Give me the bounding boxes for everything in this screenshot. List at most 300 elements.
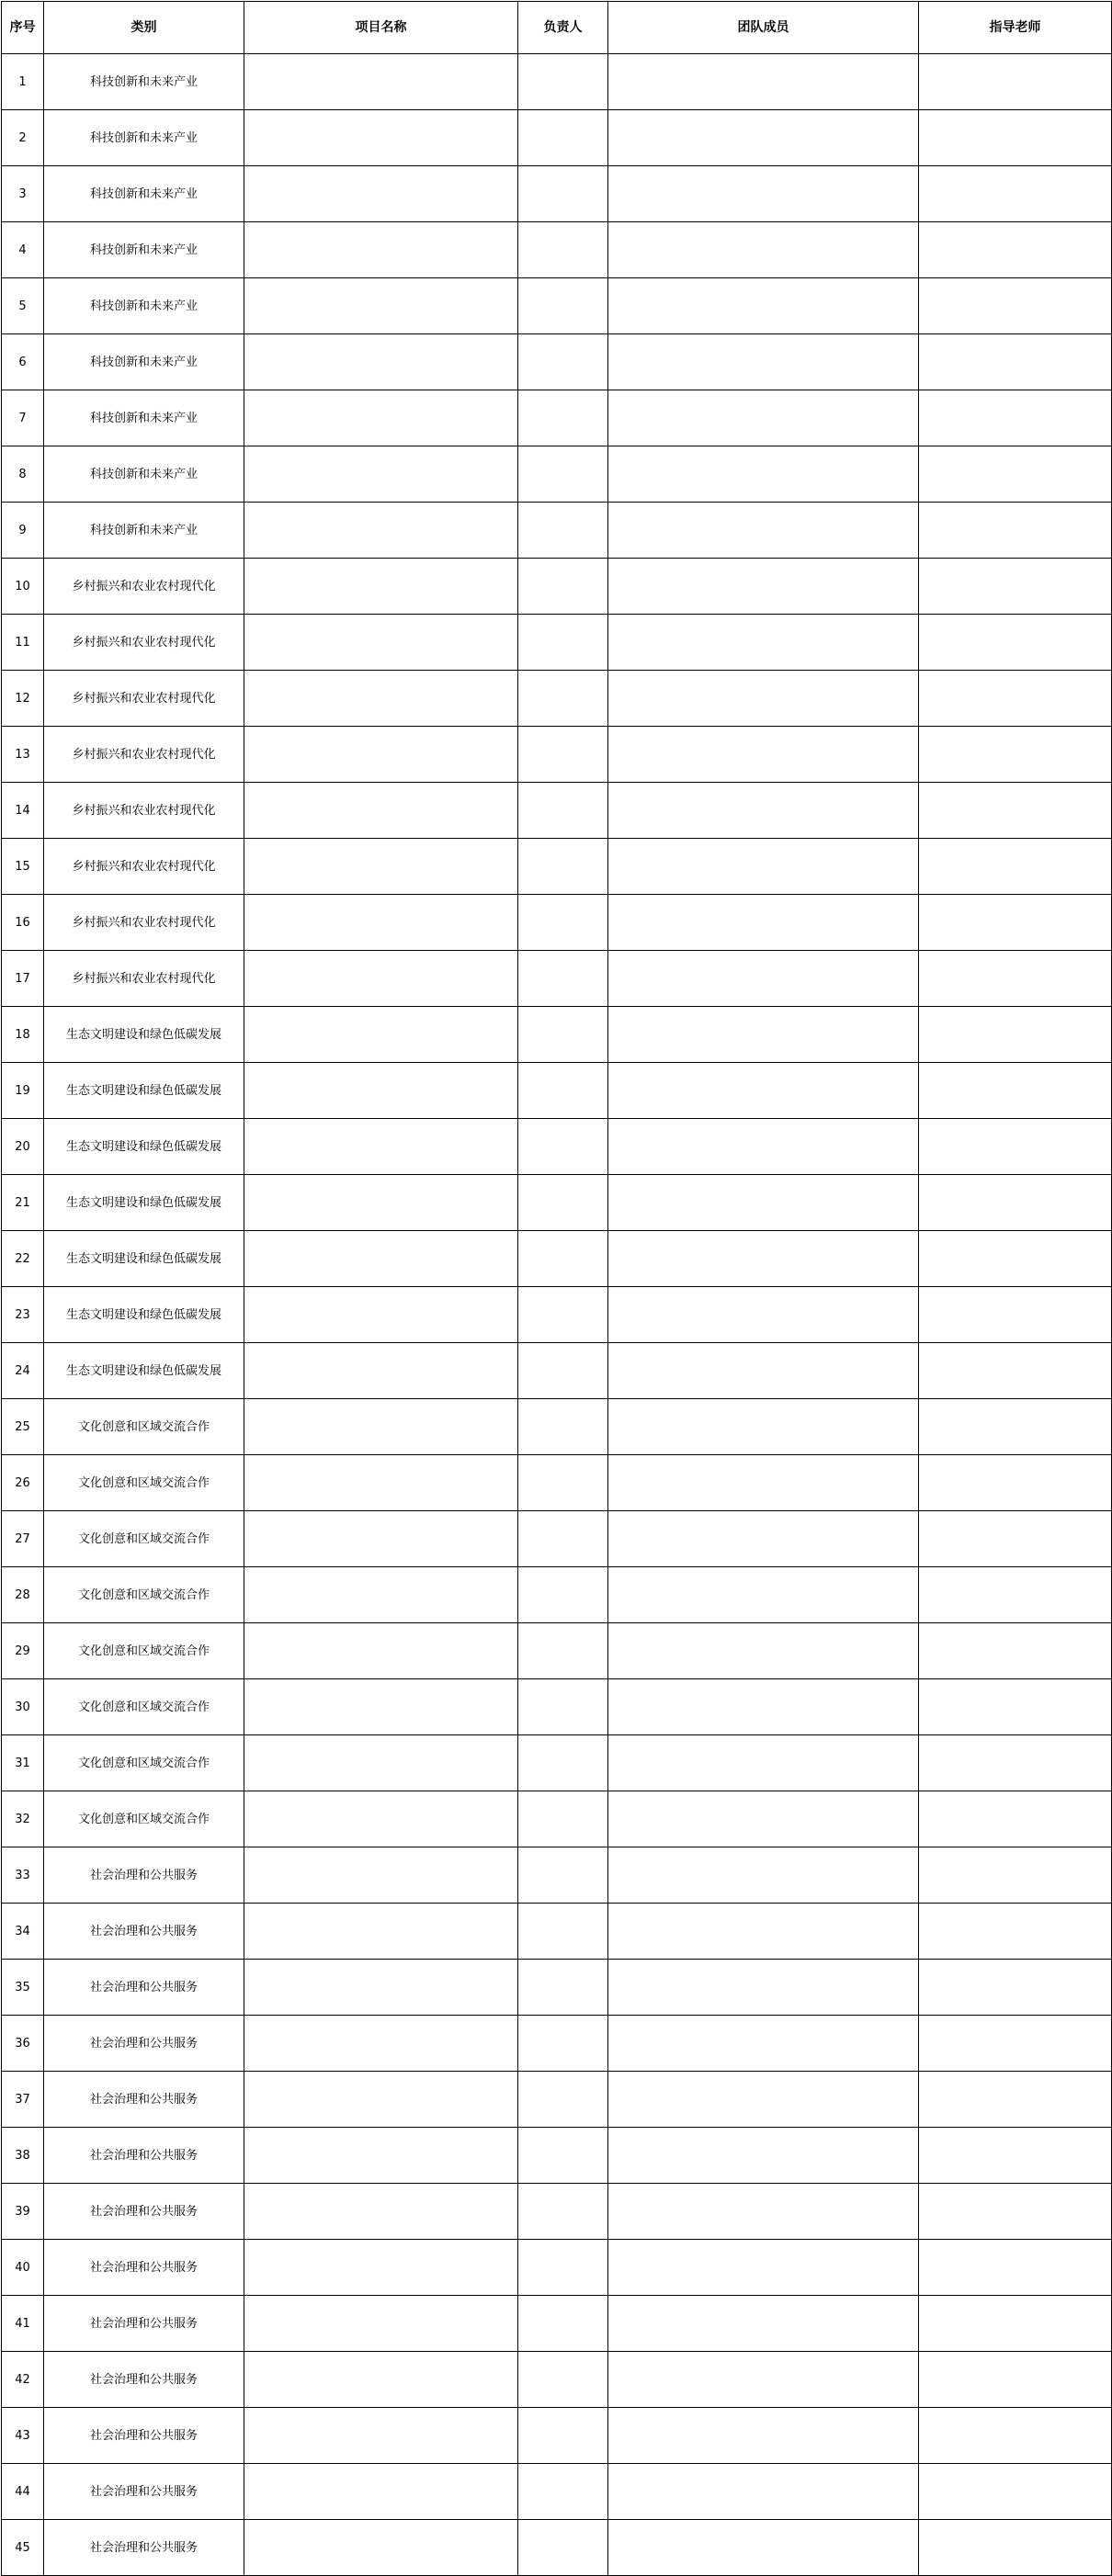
row-advisor bbox=[919, 2128, 1112, 2184]
table-row bbox=[2, 1399, 1112, 1455]
row-category: 社会治理和公共服务 bbox=[44, 2408, 244, 2464]
row-number: 42 bbox=[2, 2352, 44, 2408]
row-team bbox=[608, 1119, 919, 1175]
row-team bbox=[608, 1231, 919, 1287]
row-team bbox=[608, 1455, 919, 1511]
row-category: 乡村振兴和农业农村现代化 bbox=[44, 615, 244, 671]
row-leader bbox=[518, 1063, 608, 1119]
row-category: 社会治理和公共服务 bbox=[44, 2184, 244, 2240]
table-row bbox=[2, 1791, 1112, 1847]
row-number: 23 bbox=[2, 1287, 44, 1343]
table-row bbox=[2, 2240, 1112, 2296]
row-team bbox=[608, 390, 919, 446]
row-category: 生态文明建设和绿色低碳发展 bbox=[44, 1175, 244, 1231]
row-leader bbox=[518, 222, 608, 278]
row-project bbox=[244, 222, 518, 278]
row-leader bbox=[518, 2352, 608, 2408]
row-leader bbox=[518, 2296, 608, 2352]
row-category: 乡村振兴和农业农村现代化 bbox=[44, 839, 244, 895]
row-advisor bbox=[919, 2016, 1112, 2072]
row-number: 22 bbox=[2, 1231, 44, 1287]
row-advisor bbox=[919, 110, 1112, 166]
row-advisor bbox=[919, 1511, 1112, 1567]
row-number: 38 bbox=[2, 2128, 44, 2184]
row-number: 2 bbox=[2, 110, 44, 166]
row-team bbox=[608, 1679, 919, 1735]
row-number: 28 bbox=[2, 1567, 44, 1623]
row-team bbox=[608, 110, 919, 166]
row-category: 生态文明建设和绿色低碳发展 bbox=[44, 1287, 244, 1343]
row-team bbox=[608, 671, 919, 727]
row-leader bbox=[518, 2408, 608, 2464]
row-leader bbox=[518, 2128, 608, 2184]
row-leader bbox=[518, 1623, 608, 1679]
row-advisor bbox=[919, 2352, 1112, 2408]
row-category: 生态文明建设和绿色低碳发展 bbox=[44, 1231, 244, 1287]
row-leader bbox=[518, 1119, 608, 1175]
row-leader bbox=[518, 2016, 608, 2072]
row-leader bbox=[518, 1847, 608, 1904]
table-row bbox=[2, 951, 1112, 1007]
table-row bbox=[2, 727, 1112, 783]
row-leader bbox=[518, 1399, 608, 1455]
table-row bbox=[2, 895, 1112, 951]
row-project bbox=[244, 1735, 518, 1791]
row-leader bbox=[518, 390, 608, 446]
table-row bbox=[2, 559, 1112, 615]
row-category: 社会治理和公共服务 bbox=[44, 1847, 244, 1904]
row-team bbox=[608, 727, 919, 783]
row-number: 44 bbox=[2, 2464, 44, 2520]
row-leader bbox=[518, 559, 608, 615]
row-number: 13 bbox=[2, 727, 44, 783]
row-advisor bbox=[919, 1623, 1112, 1679]
header-team: 团队成员 bbox=[608, 2, 919, 54]
row-number: 35 bbox=[2, 1960, 44, 2016]
row-advisor bbox=[919, 1119, 1112, 1175]
row-project bbox=[244, 2464, 518, 2520]
row-leader bbox=[518, 446, 608, 503]
row-project bbox=[244, 166, 518, 222]
table-row bbox=[2, 2016, 1112, 2072]
row-project bbox=[244, 1567, 518, 1623]
row-advisor bbox=[919, 2408, 1112, 2464]
table-row bbox=[2, 1231, 1112, 1287]
row-project bbox=[244, 1847, 518, 1904]
row-number: 7 bbox=[2, 390, 44, 446]
row-number: 17 bbox=[2, 951, 44, 1007]
row-leader bbox=[518, 2240, 608, 2296]
row-advisor bbox=[919, 54, 1112, 110]
row-category: 科技创新和未来产业 bbox=[44, 110, 244, 166]
row-category: 社会治理和公共服务 bbox=[44, 2464, 244, 2520]
row-advisor bbox=[919, 1063, 1112, 1119]
row-leader bbox=[518, 727, 608, 783]
row-leader bbox=[518, 110, 608, 166]
row-leader bbox=[518, 1511, 608, 1567]
row-advisor bbox=[919, 783, 1112, 839]
table-row bbox=[2, 334, 1112, 390]
row-advisor bbox=[919, 1343, 1112, 1399]
row-advisor bbox=[919, 727, 1112, 783]
row-number: 5 bbox=[2, 278, 44, 334]
row-team bbox=[608, 839, 919, 895]
row-project bbox=[244, 1343, 518, 1399]
row-category: 科技创新和未来产业 bbox=[44, 390, 244, 446]
row-project bbox=[244, 54, 518, 110]
row-category: 乡村振兴和农业农村现代化 bbox=[44, 671, 244, 727]
row-advisor bbox=[919, 2464, 1112, 2520]
row-number: 24 bbox=[2, 1343, 44, 1399]
row-project bbox=[244, 503, 518, 559]
row-number: 30 bbox=[2, 1679, 44, 1735]
row-category: 文化创意和区域交流合作 bbox=[44, 1791, 244, 1847]
row-team bbox=[608, 1847, 919, 1904]
table-row bbox=[2, 1287, 1112, 1343]
table-row bbox=[2, 2408, 1112, 2464]
row-advisor bbox=[919, 1735, 1112, 1791]
project-table bbox=[1, 1, 1112, 2576]
row-leader bbox=[518, 503, 608, 559]
row-leader bbox=[518, 839, 608, 895]
table-row bbox=[2, 2128, 1112, 2184]
row-number: 9 bbox=[2, 503, 44, 559]
row-leader bbox=[518, 671, 608, 727]
row-number: 12 bbox=[2, 671, 44, 727]
row-team bbox=[608, 615, 919, 671]
row-category: 科技创新和未来产业 bbox=[44, 503, 244, 559]
row-leader bbox=[518, 1231, 608, 1287]
row-category: 乡村振兴和农业农村现代化 bbox=[44, 895, 244, 951]
row-category: 乡村振兴和农业农村现代化 bbox=[44, 559, 244, 615]
row-leader bbox=[518, 54, 608, 110]
row-team bbox=[608, 783, 919, 839]
row-advisor bbox=[919, 278, 1112, 334]
row-number: 15 bbox=[2, 839, 44, 895]
table-row bbox=[2, 615, 1112, 671]
row-advisor bbox=[919, 446, 1112, 503]
row-advisor bbox=[919, 2072, 1112, 2128]
row-advisor bbox=[919, 1960, 1112, 2016]
row-number: 25 bbox=[2, 1399, 44, 1455]
table-row bbox=[2, 1007, 1112, 1063]
row-category: 科技创新和未来产业 bbox=[44, 54, 244, 110]
row-project bbox=[244, 1119, 518, 1175]
row-project bbox=[244, 334, 518, 390]
row-project bbox=[244, 1511, 518, 1567]
row-team bbox=[608, 222, 919, 278]
row-advisor bbox=[919, 559, 1112, 615]
row-category: 乡村振兴和农业农村现代化 bbox=[44, 783, 244, 839]
row-advisor bbox=[919, 839, 1112, 895]
row-team bbox=[608, 2128, 919, 2184]
row-team bbox=[608, 1007, 919, 1063]
table-row bbox=[2, 110, 1112, 166]
header-no: 序号 bbox=[2, 2, 44, 54]
row-project bbox=[244, 671, 518, 727]
row-team bbox=[608, 2520, 919, 2576]
row-number: 3 bbox=[2, 166, 44, 222]
row-project bbox=[244, 1960, 518, 2016]
row-project bbox=[244, 1287, 518, 1343]
row-project bbox=[244, 2072, 518, 2128]
row-team bbox=[608, 1399, 919, 1455]
row-leader bbox=[518, 166, 608, 222]
row-number: 18 bbox=[2, 1007, 44, 1063]
row-number: 36 bbox=[2, 2016, 44, 2072]
table-row bbox=[2, 1119, 1112, 1175]
row-category: 文化创意和区域交流合作 bbox=[44, 1679, 244, 1735]
row-project bbox=[244, 2296, 518, 2352]
row-category: 社会治理和公共服务 bbox=[44, 1960, 244, 2016]
row-leader bbox=[518, 1791, 608, 1847]
row-number: 31 bbox=[2, 1735, 44, 1791]
row-leader bbox=[518, 615, 608, 671]
row-advisor bbox=[919, 222, 1112, 278]
row-category: 生态文明建设和绿色低碳发展 bbox=[44, 1063, 244, 1119]
row-project bbox=[244, 1791, 518, 1847]
row-number: 4 bbox=[2, 222, 44, 278]
row-advisor bbox=[919, 1679, 1112, 1735]
row-advisor bbox=[919, 1455, 1112, 1511]
row-category: 文化创意和区域交流合作 bbox=[44, 1623, 244, 1679]
row-project bbox=[244, 1175, 518, 1231]
row-team bbox=[608, 1343, 919, 1399]
row-leader bbox=[518, 1904, 608, 1960]
row-number: 37 bbox=[2, 2072, 44, 2128]
row-category: 文化创意和区域交流合作 bbox=[44, 1399, 244, 1455]
row-team bbox=[608, 1063, 919, 1119]
row-team bbox=[608, 895, 919, 951]
row-team bbox=[608, 2072, 919, 2128]
header-project: 项目名称 bbox=[244, 2, 518, 54]
table-row bbox=[2, 446, 1112, 503]
row-number: 8 bbox=[2, 446, 44, 503]
table-row bbox=[2, 2184, 1112, 2240]
row-number: 43 bbox=[2, 2408, 44, 2464]
row-number: 32 bbox=[2, 1791, 44, 1847]
table-row bbox=[2, 2296, 1112, 2352]
row-advisor bbox=[919, 615, 1112, 671]
row-team bbox=[608, 278, 919, 334]
row-number: 20 bbox=[2, 1119, 44, 1175]
row-advisor bbox=[919, 1007, 1112, 1063]
row-number: 40 bbox=[2, 2240, 44, 2296]
row-team bbox=[608, 446, 919, 503]
row-team bbox=[608, 334, 919, 390]
row-category: 生态文明建设和绿色低碳发展 bbox=[44, 1007, 244, 1063]
row-category: 文化创意和区域交流合作 bbox=[44, 1735, 244, 1791]
row-leader bbox=[518, 1343, 608, 1399]
row-number: 41 bbox=[2, 2296, 44, 2352]
row-team bbox=[608, 1791, 919, 1847]
row-category: 文化创意和区域交流合作 bbox=[44, 1511, 244, 1567]
row-number: 29 bbox=[2, 1623, 44, 1679]
row-project bbox=[244, 2128, 518, 2184]
row-project bbox=[244, 559, 518, 615]
table-row bbox=[2, 1623, 1112, 1679]
row-number: 19 bbox=[2, 1063, 44, 1119]
row-leader bbox=[518, 1455, 608, 1511]
row-category: 科技创新和未来产业 bbox=[44, 446, 244, 503]
row-category: 社会治理和公共服务 bbox=[44, 2296, 244, 2352]
row-project bbox=[244, 951, 518, 1007]
row-leader bbox=[518, 2464, 608, 2520]
row-number: 34 bbox=[2, 1904, 44, 1960]
row-category: 社会治理和公共服务 bbox=[44, 2072, 244, 2128]
row-category: 乡村振兴和农业农村现代化 bbox=[44, 727, 244, 783]
header-row bbox=[2, 2, 1112, 54]
table-row bbox=[2, 54, 1112, 110]
row-leader bbox=[518, 1960, 608, 2016]
row-leader bbox=[518, 895, 608, 951]
row-project bbox=[244, 615, 518, 671]
row-team bbox=[608, 559, 919, 615]
row-leader bbox=[518, 951, 608, 1007]
row-advisor bbox=[919, 2240, 1112, 2296]
table-row bbox=[2, 671, 1112, 727]
table-row bbox=[2, 1343, 1112, 1399]
row-advisor bbox=[919, 895, 1112, 951]
row-team bbox=[608, 1623, 919, 1679]
row-leader bbox=[518, 2072, 608, 2128]
row-project bbox=[244, 2408, 518, 2464]
row-category: 科技创新和未来产业 bbox=[44, 334, 244, 390]
row-leader bbox=[518, 278, 608, 334]
row-number: 11 bbox=[2, 615, 44, 671]
table-row bbox=[2, 1847, 1112, 1904]
table-row bbox=[2, 783, 1112, 839]
row-team bbox=[608, 2240, 919, 2296]
header-category: 类别 bbox=[44, 2, 244, 54]
table-row bbox=[2, 222, 1112, 278]
header-leader: 负责人 bbox=[518, 2, 608, 54]
row-leader bbox=[518, 783, 608, 839]
row-advisor bbox=[919, 1847, 1112, 1904]
row-advisor bbox=[919, 2520, 1112, 2576]
row-category: 科技创新和未来产业 bbox=[44, 278, 244, 334]
header-advisor: 指导老师 bbox=[919, 2, 1112, 54]
row-leader bbox=[518, 1175, 608, 1231]
row-number: 1 bbox=[2, 54, 44, 110]
row-category: 社会治理和公共服务 bbox=[44, 2016, 244, 2072]
row-project bbox=[244, 278, 518, 334]
row-project bbox=[244, 2352, 518, 2408]
row-number: 26 bbox=[2, 1455, 44, 1511]
row-team bbox=[608, 1735, 919, 1791]
table-row bbox=[2, 1455, 1112, 1511]
row-team bbox=[608, 2016, 919, 2072]
row-advisor bbox=[919, 1287, 1112, 1343]
row-advisor bbox=[919, 951, 1112, 1007]
row-category: 生态文明建设和绿色低碳发展 bbox=[44, 1343, 244, 1399]
table-row bbox=[2, 1735, 1112, 1791]
row-category: 社会治理和公共服务 bbox=[44, 2520, 244, 2576]
row-leader bbox=[518, 334, 608, 390]
row-leader bbox=[518, 1679, 608, 1735]
row-project bbox=[244, 2520, 518, 2576]
row-advisor bbox=[919, 671, 1112, 727]
row-project bbox=[244, 446, 518, 503]
table-row bbox=[2, 2520, 1112, 2576]
row-advisor bbox=[919, 503, 1112, 559]
row-advisor bbox=[919, 1791, 1112, 1847]
row-category: 社会治理和公共服务 bbox=[44, 2128, 244, 2184]
row-team bbox=[608, 1960, 919, 2016]
row-number: 14 bbox=[2, 783, 44, 839]
table-row bbox=[2, 1511, 1112, 1567]
row-category: 科技创新和未来产业 bbox=[44, 166, 244, 222]
row-project bbox=[244, 2016, 518, 2072]
table-row bbox=[2, 166, 1112, 222]
row-advisor bbox=[919, 334, 1112, 390]
row-category: 生态文明建设和绿色低碳发展 bbox=[44, 1119, 244, 1175]
row-number: 10 bbox=[2, 559, 44, 615]
table-row bbox=[2, 1960, 1112, 2016]
row-project bbox=[244, 1007, 518, 1063]
table-row bbox=[2, 1175, 1112, 1231]
row-project bbox=[244, 1399, 518, 1455]
row-team bbox=[608, 503, 919, 559]
row-number: 33 bbox=[2, 1847, 44, 1904]
row-leader bbox=[518, 1007, 608, 1063]
row-project bbox=[244, 110, 518, 166]
row-project bbox=[244, 1679, 518, 1735]
row-number: 16 bbox=[2, 895, 44, 951]
row-team bbox=[608, 54, 919, 110]
row-project bbox=[244, 839, 518, 895]
row-project bbox=[244, 895, 518, 951]
row-advisor bbox=[919, 1399, 1112, 1455]
row-number: 6 bbox=[2, 334, 44, 390]
row-advisor bbox=[919, 390, 1112, 446]
row-team bbox=[608, 2464, 919, 2520]
row-team bbox=[608, 2296, 919, 2352]
row-advisor bbox=[919, 1567, 1112, 1623]
row-number: 39 bbox=[2, 2184, 44, 2240]
row-project bbox=[244, 1063, 518, 1119]
row-advisor bbox=[919, 2184, 1112, 2240]
table-row bbox=[2, 278, 1112, 334]
row-project bbox=[244, 1904, 518, 1960]
row-team bbox=[608, 1567, 919, 1623]
table-row bbox=[2, 839, 1112, 895]
row-team bbox=[608, 1287, 919, 1343]
row-team bbox=[608, 166, 919, 222]
row-advisor bbox=[919, 1175, 1112, 1231]
row-category: 社会治理和公共服务 bbox=[44, 2240, 244, 2296]
row-advisor bbox=[919, 166, 1112, 222]
row-category: 社会治理和公共服务 bbox=[44, 2352, 244, 2408]
row-leader bbox=[518, 2520, 608, 2576]
row-leader bbox=[518, 2184, 608, 2240]
row-category: 科技创新和未来产业 bbox=[44, 222, 244, 278]
row-team bbox=[608, 1175, 919, 1231]
row-category: 文化创意和区域交流合作 bbox=[44, 1567, 244, 1623]
table-row bbox=[2, 1904, 1112, 1960]
row-team bbox=[608, 951, 919, 1007]
table-row bbox=[2, 1679, 1112, 1735]
row-advisor bbox=[919, 1904, 1112, 1960]
row-team bbox=[608, 2184, 919, 2240]
row-team bbox=[608, 2408, 919, 2464]
table-row bbox=[2, 2464, 1112, 2520]
row-project bbox=[244, 783, 518, 839]
row-project bbox=[244, 390, 518, 446]
row-advisor bbox=[919, 2296, 1112, 2352]
row-team bbox=[608, 1904, 919, 1960]
table-row bbox=[2, 390, 1112, 446]
